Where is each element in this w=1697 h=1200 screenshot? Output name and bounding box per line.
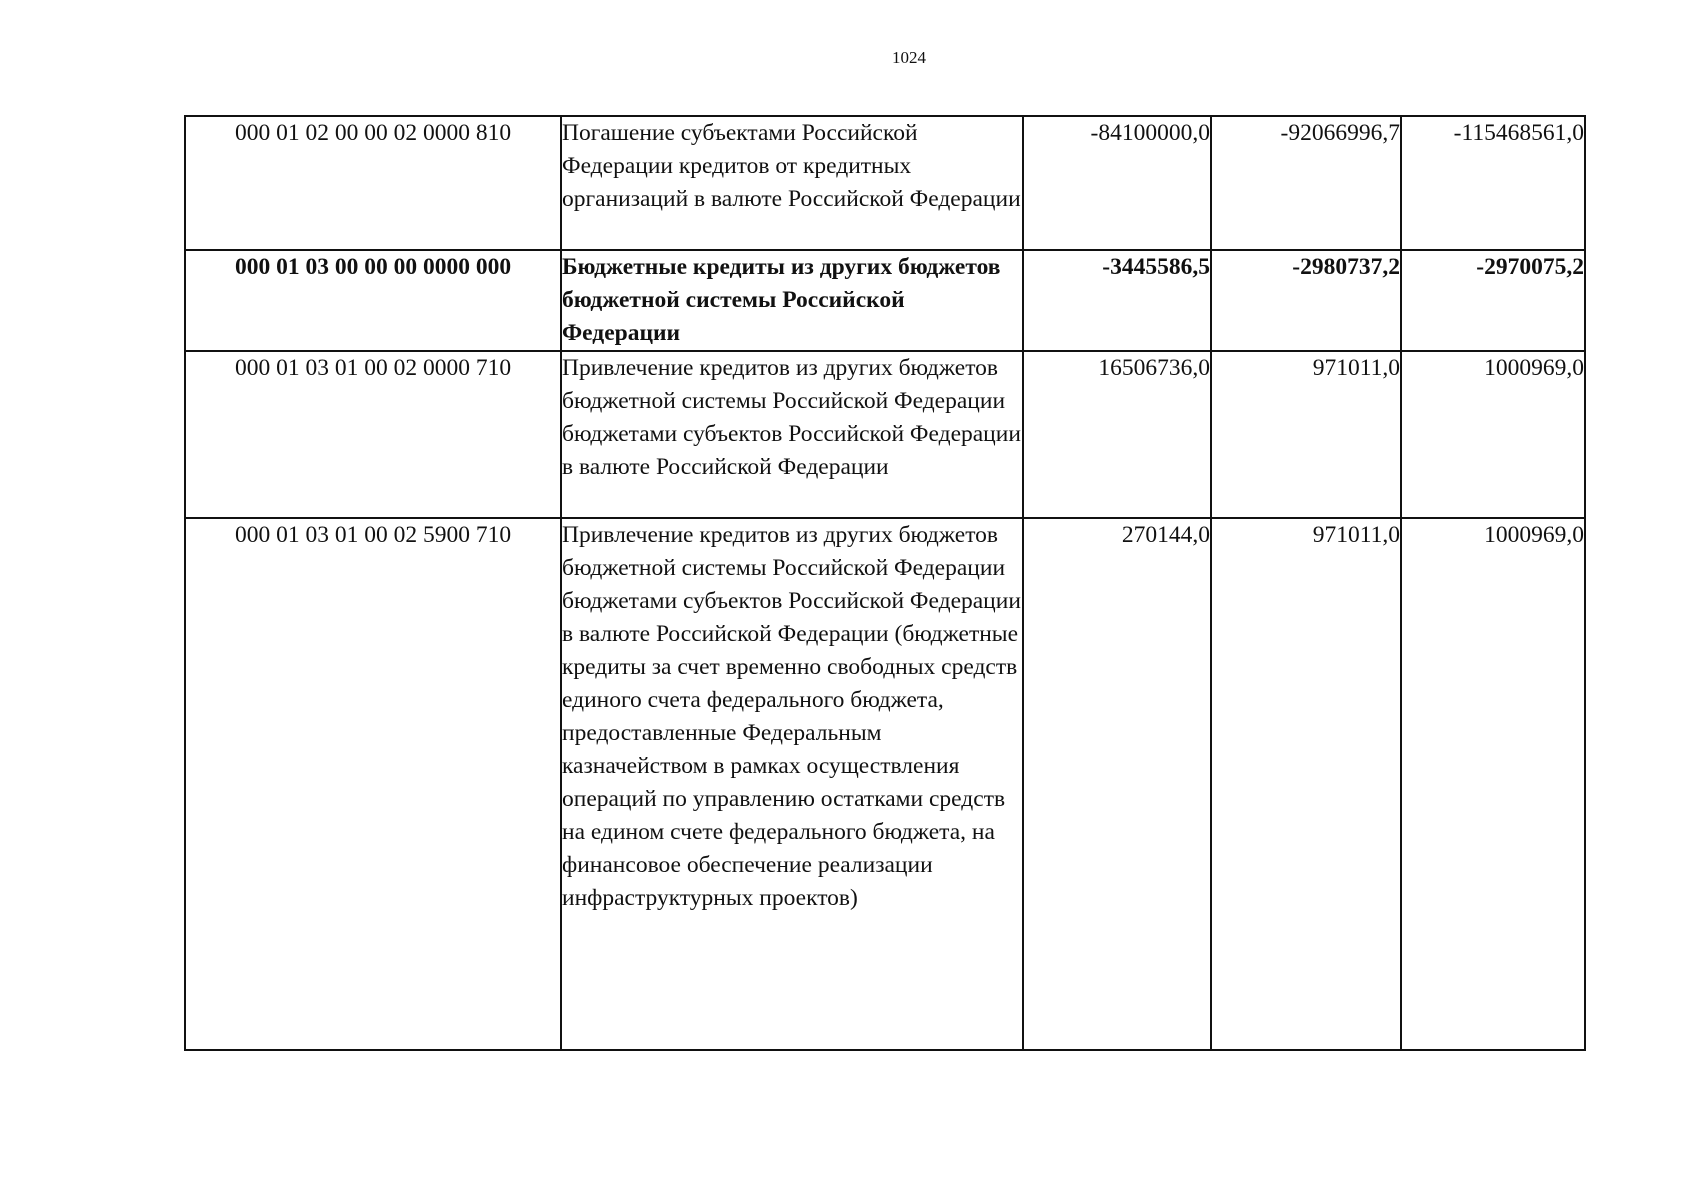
budget-code-cell: 000 01 02 00 00 02 0000 810: [185, 116, 561, 250]
amount-cell-1: 270144,0: [1023, 518, 1211, 1050]
table-row-total: [185, 250, 1585, 351]
page-number: 1024: [892, 48, 926, 67]
budget-sources-table: [184, 115, 1586, 1051]
description-cell: Бюджетные кредиты из других бюджетов бюджетной системы Российской Федерации: [561, 250, 1023, 351]
table-row: [185, 116, 1585, 250]
table-row: [185, 351, 1585, 518]
amount-cell-3: 1000969,0: [1401, 351, 1585, 518]
amount-cell-3: 1000969,0: [1401, 518, 1585, 1050]
table-row: [185, 518, 1585, 1050]
description-cell: Погашение субъектами Российской Федерации кредитов от кредитных организаций в валюте Российской Федерации: [561, 116, 1023, 250]
amount-cell-2: 971011,0: [1211, 518, 1401, 1050]
description-cell: Привлечение кредитов из других бюджетов бюджетной системы Российской Федерации бюджетами субъектов Российской Федерации в валюте Российской Федерации: [561, 351, 1023, 518]
amount-cell-1: -3445586,5: [1023, 250, 1211, 351]
amount-cell-2: 971011,0: [1211, 351, 1401, 518]
amount-cell-2: -2980737,2: [1211, 250, 1401, 351]
amount-cell-2: -92066996,7: [1211, 116, 1401, 250]
amount-cell-3: -2970075,2: [1401, 250, 1585, 351]
description-cell: Привлечение кредитов из других бюджетов бюджетной системы Российской Федерации бюджетами субъектов Российской Федерации в валюте Российской Федерации (бюджетные кредиты за счет временно свободных средств единого счета федерального бюджета, предоставленные Федеральным казначейством в рамках осуществления операций по управлению остатками средств на едином счете федерального бюджета, на финансовое обеспечение реализации инфраструктурных проектов): [561, 518, 1023, 1050]
amount-cell-1: 16506736,0: [1023, 351, 1211, 518]
budget-code-cell: 000 01 03 01 00 02 5900 710: [185, 518, 561, 1050]
amount-cell-1: -84100000,0: [1023, 116, 1211, 250]
budget-code-cell: 000 01 03 00 00 00 0000 000: [185, 250, 561, 351]
budget-code-cell: 000 01 03 01 00 02 0000 710: [185, 351, 561, 518]
amount-cell-3: -115468561,0: [1401, 116, 1585, 250]
